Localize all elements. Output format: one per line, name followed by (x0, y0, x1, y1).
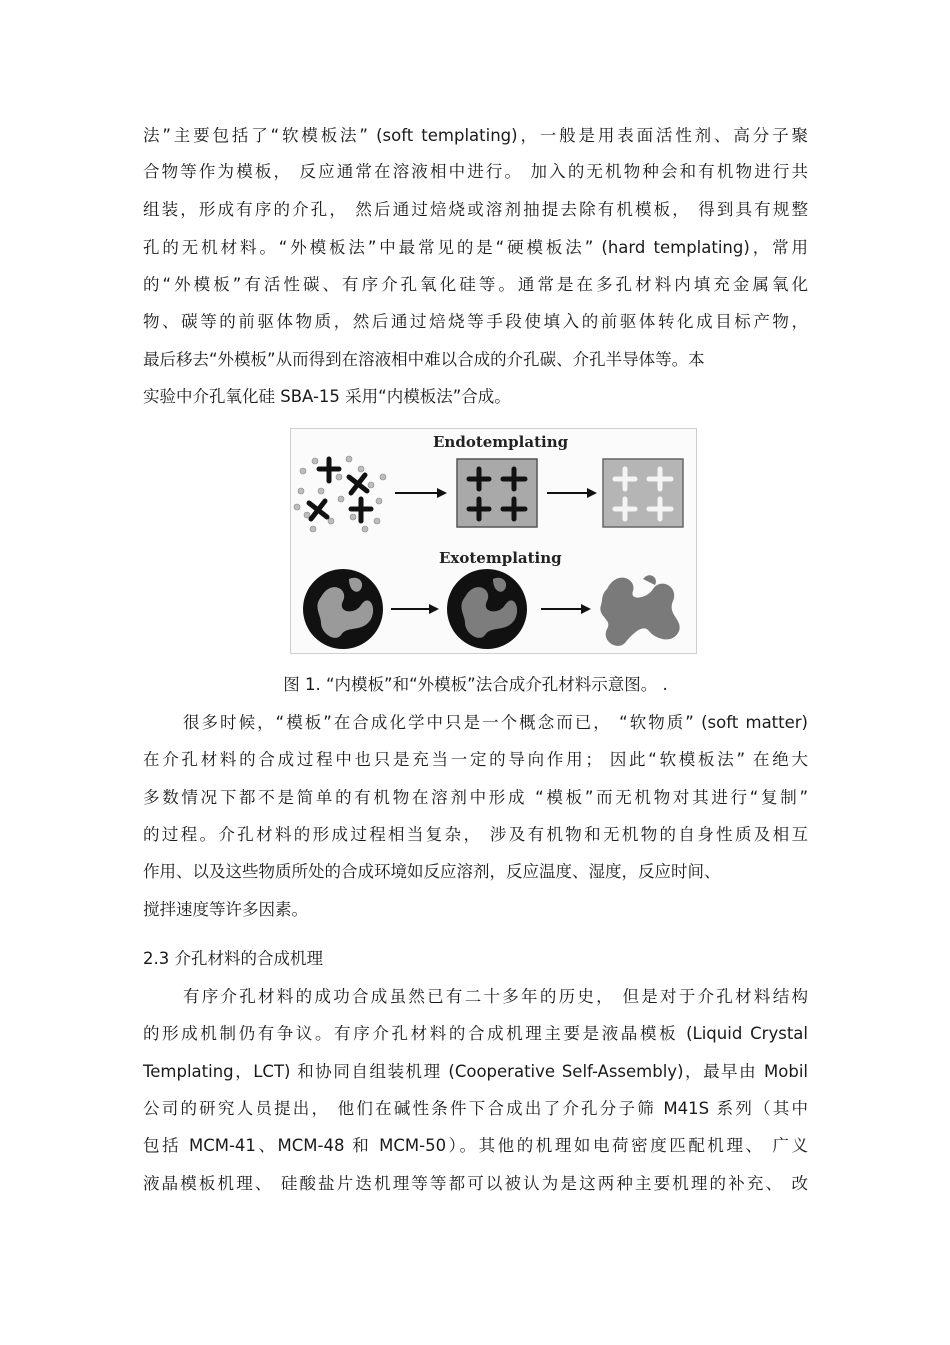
arrow-right-icon (541, 604, 591, 614)
figure-caption: 图 1. “内模板”和“外模板”法合成介孔材料示意图。 . (283, 675, 668, 694)
para1-line-6: 物、碳等的前驱体物质，然后通过焙烧等手段使填入的前驱体转化成目标产物， (143, 312, 808, 331)
endotemplating-label: Endotemplating (433, 433, 569, 451)
para2-line-6: 搅拌速度等许多因素。 (143, 900, 308, 919)
filled-template-sphere-icon (447, 569, 527, 649)
para1-line-8: 实验中介孔氧化硅 SBA-15 采用“内模板法”合成。 (143, 387, 511, 406)
composite-block-icon (457, 459, 537, 527)
para1-line-7: 最后移去“外模板”从而得到在溶液相中难以合成的介孔碳、介孔半导体等。本 (143, 350, 705, 369)
para2-line-1: 很多时候，“模板”在合成化学中只是一个概念而已， “软物质” (soft matter) (183, 713, 808, 732)
para3-line-6: 液晶模板机理、 硅酸盐片迭机理等等都可以被认为是这两种主要机理的补充、 改 (143, 1174, 808, 1193)
para2-line-4: 的过程。介孔材料的形成过程相当复杂， 涉及有机物和无机物的自身性质及相互 (143, 825, 808, 844)
para3-line-4: 公司的研究人员提出， 他们在碱性条件下合成出了介孔分子筛 M41S 系列（其中 (143, 1099, 808, 1118)
para2-line-5: 作用、以及这些物质所处的合成环境如反应溶剂，反应温度、湿度，反应时间、 (143, 862, 721, 881)
arrow-right-icon (547, 488, 597, 498)
para3-line-3: Templating，LCT) 和协同自组装机理 (Cooperative Self-Assembly)，最早由 Mobil (143, 1062, 808, 1081)
templating-diagram (291, 429, 696, 653)
para2-line-2: 在介孔材料的合成过程中也只是充当一定的导向作用； 因此“软模板法” 在绝大 (143, 750, 808, 769)
para1-line-1: 法”主要包括了“软模板法” (soft templating)，一般是用表面活性剂、高分子聚 (143, 126, 808, 145)
porous-template-sphere-icon (303, 569, 383, 649)
para1-line-3: 组装，形成有序的介孔， 然后通过焙烧或溶剂抽提去除有机模板， 得到具有规整 (143, 200, 808, 219)
para2-line-3: 多数情况下都不是简单的有机物在溶剂中形成 “模板”而无机物对其进行“复制” (143, 788, 808, 807)
para1-line-2: 合物等作为模板， 反应通常在溶液相中进行。 加入的无机物种会和有机物进行共 (143, 162, 808, 181)
surfactant-cluster-icon (294, 456, 386, 532)
para1-line-4: 孔的无机材料。“外模板法”中最常见的是“硬模板法” (hard templating)，常用 (143, 238, 808, 257)
templating-figure (290, 428, 697, 654)
arrow-right-icon (391, 604, 439, 614)
para3-line-2: 的形成机制仍有争议。有序介孔材料的合成机理主要是液晶模板 (Liquid Crystal (143, 1024, 808, 1043)
arrow-right-icon (395, 488, 447, 498)
section-heading: 2.3 介孔材料的合成机理 (143, 949, 323, 968)
replica-material-icon (600, 575, 679, 646)
mesoporous-block-icon (603, 459, 683, 527)
para3-line-5: 包括 MCM-41、MCM-48 和 MCM-50）。其他的机理如电荷密度匹配机理、 广义 (143, 1136, 808, 1155)
para3-line-1: 有序介孔材料的成功合成虽然已有二十多年的历史， 但是对于介孔材料结构 (183, 987, 808, 1006)
exotemplating-label: Exotemplating (439, 549, 562, 567)
para1-line-5: 的“外模板”有活性碳、有序介孔氧化硅等。通常是在多孔材料内填充金属氧化 (143, 275, 808, 294)
